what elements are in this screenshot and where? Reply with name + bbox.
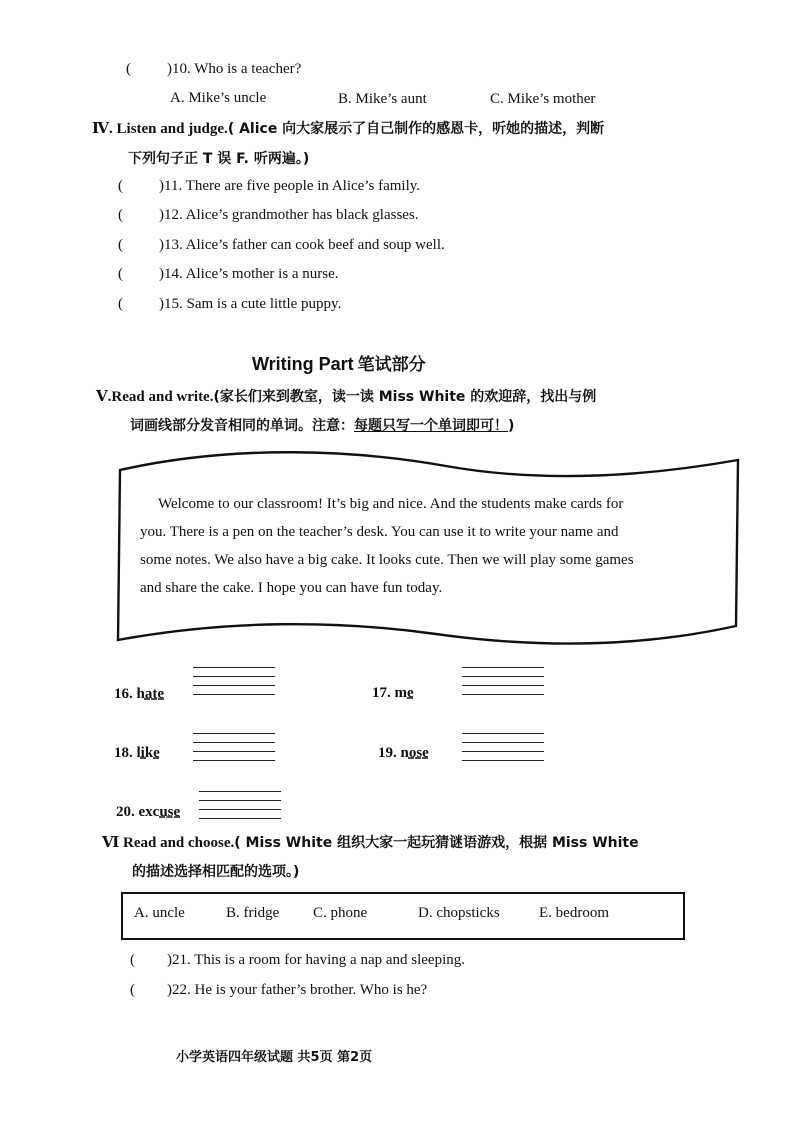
judge-item-text: 15. Sam is a cute little puppy. [164, 296, 342, 312]
word-item-17: 17. me [372, 685, 414, 701]
passage-banner [116, 448, 742, 648]
choice-d: D. chopsticks [418, 905, 500, 921]
page-footer: 小学英语四年级试题 共5页 第2页 [176, 1050, 373, 1065]
section-5-instruction-line2 [130, 415, 514, 435]
instruction-text: 词画线部分发音相同的单词。注意： [130, 418, 354, 434]
passage-line-4: and share the cake. I hope you can have fun today. [140, 580, 443, 596]
word-item-18: 18. like [114, 745, 160, 761]
section-5-title: Ⅴ.Read and write. [96, 389, 214, 405]
answer-lines-18[interactable] [193, 733, 275, 769]
section-5-heading [96, 386, 596, 406]
option-a: A. Mike’s uncle [170, 90, 267, 106]
choice-a: A. uncle [134, 905, 185, 921]
answer-lines-20[interactable] [199, 791, 281, 827]
section-4-instruction-line2: 下列句子正 T 误 F. 听两遍。) [128, 151, 310, 167]
judge-item-13: ( )13. Alice’s father can cook beef and soup well. [118, 237, 445, 253]
choice-c: C. phone [313, 905, 368, 921]
answer-paren-open: ( [126, 61, 131, 77]
judge-item-text: 11. There are five people in Alice’s family. [164, 178, 421, 194]
judge-item-12: ( )12. Alice’s grandmother has black glasses. [118, 207, 419, 223]
question-10 [126, 61, 301, 78]
answer-lines-17[interactable] [462, 667, 544, 703]
judge-item-15: ( )15. Sam is a cute little puppy. [118, 296, 342, 312]
instruction-emphasis: 每题只写一个单词即可！ [354, 418, 508, 434]
section-4-heading [92, 118, 604, 138]
section-4-instruction: ( Alice 向大家展示了自己制作的感恩卡，听她的描述，判断 [227, 121, 605, 137]
section-5-instruction: (家长们来到教室，读一读 Miss White 的欢迎辞，找出与例 [213, 389, 597, 405]
choose-item-22: ( )22. He is your father’s brother. Who is he? [130, 982, 428, 998]
section-6-heading [102, 832, 639, 852]
choose-item-text: 22. He is your father’s brother. Who is he? [172, 982, 428, 998]
choose-item-text: 21. This is a room for having a nap and sleeping. [172, 952, 465, 968]
judge-item-text: 14. Alice’s mother is a nurse. [164, 266, 339, 282]
choice-e: E. bedroom [539, 905, 609, 921]
section-4-title: Ⅳ. Listen and judge. [92, 121, 228, 137]
judge-item-text: 13. Alice’s father can cook beef and soup well. [164, 237, 445, 253]
word-item-20: 20. excuse [116, 804, 181, 820]
answer-lines-19[interactable] [462, 733, 544, 769]
option-c: C. Mike’s mother [490, 91, 596, 107]
judge-item-text: 12. Alice’s grandmother has black glasses. [164, 207, 419, 223]
question-text: 10. Who is a teacher? [172, 61, 302, 77]
answer-lines-16[interactable] [193, 667, 275, 703]
answer-paren-close: ) [167, 61, 172, 77]
judge-item-14: ( )14. Alice’s mother is a nurse. [118, 266, 339, 282]
judge-item-11: ( )11. There are five people in Alice’s family. [118, 178, 421, 194]
section-6-instruction: ( Miss White 组织大家一起玩猜谜语游戏，根据 Miss White [234, 835, 639, 851]
section-6-title: Ⅵ Read and choose. [102, 835, 235, 851]
word-item-19: 19. nose [378, 745, 429, 761]
passage-line-1: Welcome to our classroom! It’s big and nice. And the students make cards for [158, 496, 624, 512]
passage-line-3: some notes. We also have a big cake. It looks cute. Then we will play some games [140, 552, 634, 568]
instruction-close: ) [508, 418, 515, 434]
writing-part-en: Writing Part [252, 354, 354, 374]
choose-item-21: ( )21. This is a room for having a nap and sleeping. [130, 952, 465, 968]
word-item-16: 16. hate [114, 686, 164, 702]
writing-part-heading [252, 350, 426, 375]
option-b: B. Mike’s aunt [338, 91, 427, 107]
section-6-instruction-line2: 的描述选择相匹配的选项。) [132, 864, 300, 880]
passage-line-2: you. There is a pen on the teacher’s desk. You can use it to write your name and [140, 524, 619, 540]
writing-part-cn: 笔试部分 [357, 355, 426, 375]
choice-b: B. fridge [226, 905, 280, 921]
